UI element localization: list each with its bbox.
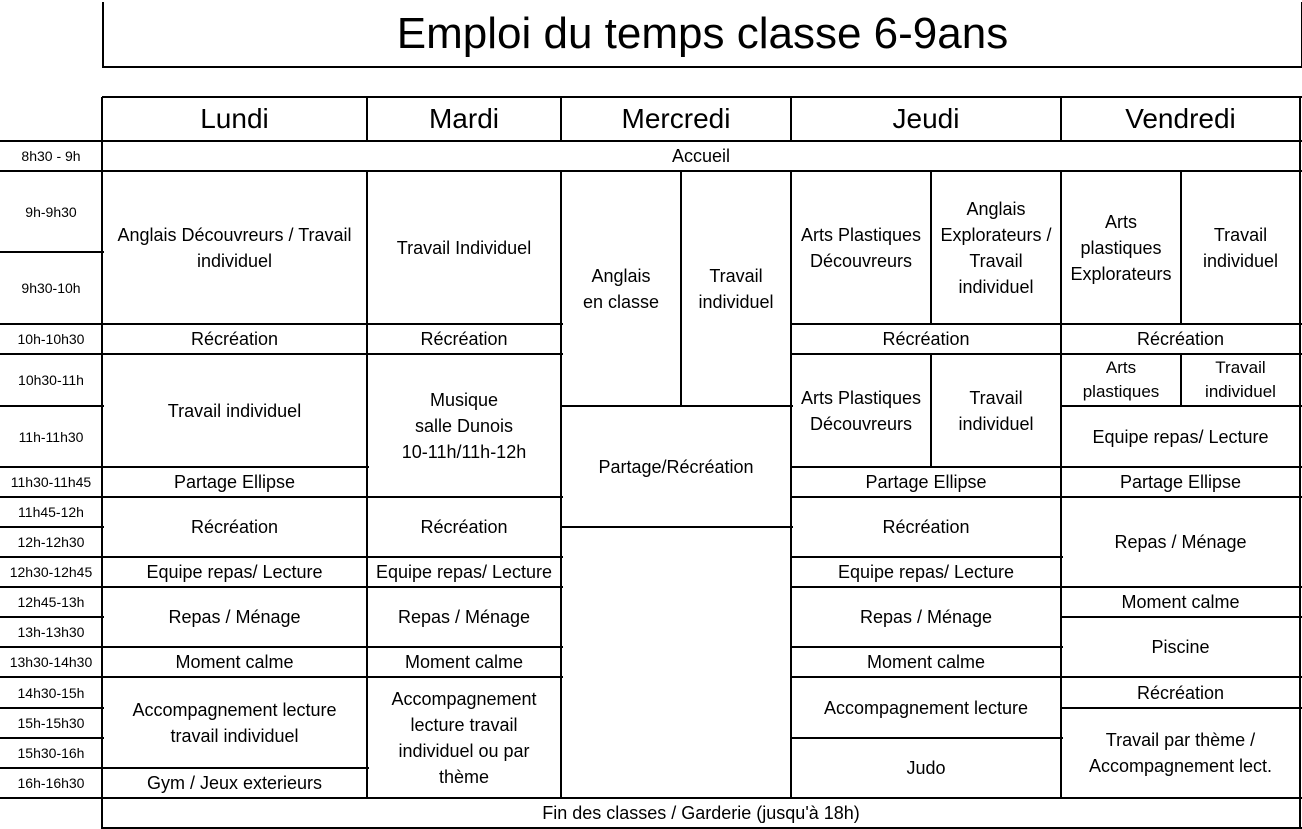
time-slot-11: 13h-13h30 bbox=[17, 624, 85, 640]
time-slot-14: 15h-15h30 bbox=[17, 715, 85, 731]
day-header-mardi: Mardi bbox=[428, 103, 499, 134]
vendredi-travail-1: Travail individuel bbox=[1202, 224, 1279, 271]
time-slot-4: 10h30-11h bbox=[18, 372, 84, 388]
grid-line bbox=[367, 556, 563, 558]
day-header-vendredi: Vendredi bbox=[1125, 103, 1236, 134]
grid-line bbox=[366, 97, 368, 142]
lundi-anglais: Anglais Découvreurs / Travail individuel bbox=[117, 224, 352, 271]
grid-line bbox=[1061, 353, 1302, 355]
grid-line bbox=[0, 707, 104, 709]
grid-line bbox=[1061, 586, 1302, 588]
mardi-repas: Repas / Ménage bbox=[397, 607, 531, 627]
day-header-mercredi: Mercredi bbox=[621, 103, 731, 134]
jeudi-partage: Partage Ellipse bbox=[865, 472, 987, 492]
time-slot-10: 12h45-13h bbox=[17, 594, 85, 610]
mardi-equipe: Equipe repas/ Lecture bbox=[375, 562, 553, 582]
grid-line bbox=[1061, 405, 1302, 407]
jeudi-recreation-2: Récréation bbox=[882, 517, 970, 537]
page-title: Emploi du temps classe 6-9ans bbox=[396, 9, 1009, 58]
time-slot-0: 8h30 - 9h bbox=[21, 148, 81, 164]
grid-line bbox=[791, 323, 1063, 325]
vendredi-arts-1: Arts plastiques Explorateurs bbox=[1070, 211, 1172, 284]
grid-line bbox=[0, 405, 104, 407]
grid-line bbox=[0, 140, 1302, 142]
grid-line bbox=[791, 556, 1063, 558]
grid-line bbox=[102, 556, 369, 558]
jeudi-equipe: Equipe repas/ Lecture bbox=[837, 562, 1015, 582]
grid-line bbox=[102, 646, 369, 648]
grid-line bbox=[0, 556, 104, 558]
jeudi-calme: Moment calme bbox=[866, 652, 986, 672]
grid-line bbox=[102, 767, 369, 769]
mardi-travail: Travail Individuel bbox=[396, 237, 532, 258]
grid-line bbox=[367, 676, 563, 678]
mardi-recreation-2: Récréation bbox=[420, 517, 508, 537]
grid-line bbox=[0, 466, 104, 468]
grid-line bbox=[102, 586, 369, 588]
grid-line bbox=[1061, 616, 1302, 618]
grid-line bbox=[367, 323, 563, 325]
grid-line bbox=[1061, 707, 1302, 709]
grid-line bbox=[1061, 496, 1302, 498]
grid-line bbox=[101, 97, 103, 829]
time-slot-9: 12h30-12h45 bbox=[9, 564, 93, 580]
grid-line bbox=[930, 354, 932, 468]
jeudi-judo: Judo bbox=[906, 758, 946, 778]
grid-line bbox=[561, 526, 793, 528]
grid-line bbox=[1061, 466, 1302, 468]
grid-line bbox=[367, 496, 563, 498]
jeudi-repas: Repas / Ménage bbox=[859, 607, 993, 627]
grid-line bbox=[0, 526, 104, 528]
lundi-calme: Moment calme bbox=[175, 652, 294, 672]
grid-line bbox=[102, 496, 369, 498]
lundi-repas: Repas / Ménage bbox=[168, 607, 301, 627]
grid-line bbox=[367, 353, 563, 355]
grid-line bbox=[790, 97, 792, 142]
grid-line bbox=[1060, 171, 1062, 799]
time-slot-5: 11h-11h30 bbox=[18, 428, 84, 445]
time-slot-16: 16h-16h30 bbox=[17, 775, 85, 791]
time-slot-12: 13h30-14h30 bbox=[9, 654, 93, 670]
vendredi-equipe: Equipe repas/ Lecture bbox=[1092, 426, 1269, 447]
grid-line bbox=[791, 646, 1063, 648]
mercredi-partage: Partage/Récréation bbox=[598, 456, 754, 477]
grid-line bbox=[1180, 354, 1182, 407]
grid-line bbox=[791, 737, 1063, 739]
time-slot-13: 14h30-15h bbox=[17, 684, 85, 701]
grid-line bbox=[560, 171, 562, 799]
day-header-jeudi: Jeudi bbox=[892, 103, 960, 134]
vendredi-repas: Repas / Ménage bbox=[1114, 532, 1247, 552]
accueil-cell: Accueil bbox=[671, 146, 731, 166]
lundi-travail: Travail individuel bbox=[167, 400, 302, 421]
jeudi-arts-2: Arts Plastiques Découvreurs bbox=[800, 387, 922, 434]
vendredi-calme: Moment calme bbox=[1121, 592, 1240, 612]
time-slot-15: 15h30-16h bbox=[17, 745, 85, 761]
time-slot-8: 12h-12h30 bbox=[17, 534, 85, 550]
vendredi-recreation-1: Récréation bbox=[1136, 329, 1225, 349]
grid-line bbox=[102, 797, 1302, 799]
grid-line bbox=[102, 353, 369, 355]
time-slot-1: 9h-9h30 bbox=[25, 203, 77, 220]
grid-line bbox=[790, 171, 792, 799]
grid-line bbox=[791, 676, 1063, 678]
grid-line bbox=[102, 466, 369, 468]
grid-line bbox=[791, 496, 1063, 498]
mardi-musique: Musique salle Dunois 10-11h/11h-12h bbox=[401, 389, 527, 462]
grid-line bbox=[1061, 676, 1302, 678]
lundi-recreation-2: Récréation bbox=[190, 517, 279, 537]
lundi-equipe: Equipe repas/ Lecture bbox=[146, 562, 323, 582]
vendredi-recreation-2: Récréation bbox=[1136, 682, 1225, 703]
grid-line bbox=[0, 496, 104, 498]
grid-line bbox=[0, 767, 104, 769]
vendredi-travail-2: Travail individuel bbox=[1205, 358, 1276, 401]
mardi-accompagnement: Accompagnement lecture travail individuel ou par thème bbox=[391, 688, 537, 787]
vendredi-partage: Partage Ellipse bbox=[1119, 472, 1242, 492]
grid-line bbox=[561, 405, 793, 407]
grid-line bbox=[930, 171, 932, 325]
jeudi-travail: Travail individuel bbox=[958, 387, 1034, 434]
grid-line bbox=[680, 171, 682, 407]
grid-line bbox=[0, 676, 104, 678]
time-slot-2: 9h30-10h bbox=[21, 280, 81, 296]
grid-line bbox=[367, 586, 563, 588]
mardi-calme: Moment calme bbox=[404, 652, 524, 672]
mercredi-anglais: Anglais en classe bbox=[582, 265, 660, 312]
grid-line bbox=[791, 353, 1063, 355]
jeudi-accompagnement: Accompagnement lecture bbox=[823, 697, 1029, 718]
grid-line bbox=[791, 586, 1063, 588]
grid-line bbox=[367, 646, 563, 648]
grid-line bbox=[102, 676, 369, 678]
grid-line bbox=[1299, 97, 1301, 829]
grid-line bbox=[1061, 323, 1302, 325]
grid-line bbox=[0, 616, 104, 618]
grid-line bbox=[0, 251, 104, 253]
jeudi-recreation-1: Récréation bbox=[882, 329, 970, 349]
jeudi-arts-1: Arts Plastiques Découvreurs bbox=[800, 224, 922, 271]
grid-line bbox=[0, 170, 1302, 172]
grid-line bbox=[791, 466, 1063, 468]
grid-line bbox=[1060, 97, 1062, 142]
day-header-lundi: Lundi bbox=[200, 103, 269, 134]
grid-line bbox=[0, 646, 104, 648]
time-slot-7: 11h45-12h bbox=[18, 504, 84, 520]
jeudi-anglais: Anglais Explorateurs / Travail individuel bbox=[940, 198, 1052, 297]
lundi-partage: Partage Ellipse bbox=[173, 472, 296, 492]
vendredi-arts-2: Arts plastiques bbox=[1082, 358, 1160, 401]
grid-line bbox=[1180, 171, 1182, 325]
vendredi-theme: Travail par thème / Accompagnement lect. bbox=[1088, 730, 1273, 776]
lundi-accompagnement: Accompagnement lecture travail individuel bbox=[132, 699, 337, 746]
fin-cell: Fin des classes / Garderie (jusqu'à 18h) bbox=[542, 803, 860, 823]
grid-line bbox=[102, 323, 369, 325]
time-slot-3: 10h-10h30 bbox=[17, 331, 85, 347]
time-slot-6: 11h30-11h45 bbox=[10, 474, 92, 490]
grid-line bbox=[366, 171, 368, 799]
lundi-gym: Gym / Jeux exterieurs bbox=[146, 773, 323, 793]
grid-line bbox=[0, 797, 104, 799]
lundi-recreation-1: Récréation bbox=[190, 329, 279, 349]
grid-line bbox=[0, 737, 104, 739]
mardi-recreation-1: Récréation bbox=[420, 329, 508, 349]
grid-line bbox=[102, 96, 1302, 98]
vendredi-piscine: Piscine bbox=[1151, 637, 1210, 657]
mercredi-travail: Travail individuel bbox=[698, 265, 774, 312]
grid-line bbox=[0, 353, 104, 355]
grid-line bbox=[0, 323, 104, 325]
grid-line bbox=[560, 97, 562, 142]
grid-line bbox=[0, 586, 104, 588]
